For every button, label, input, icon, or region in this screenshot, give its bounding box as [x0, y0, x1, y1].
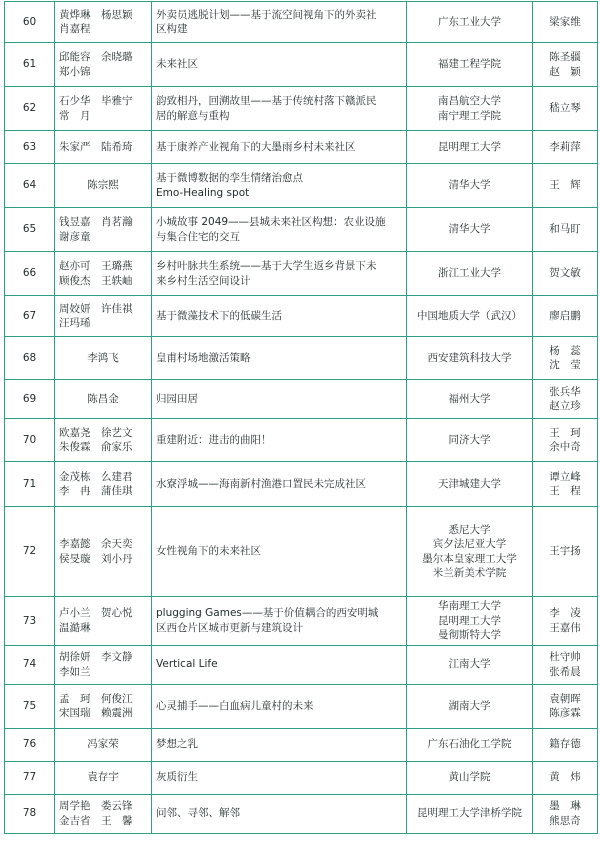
advisor-cell-line: 杜守帅: [549, 651, 581, 663]
entry-number: 60: [5, 2, 55, 43]
advisor-cell-line: 贺文敏: [549, 267, 581, 280]
school-cell-line: 西安建筑科技大学: [427, 351, 512, 364]
table-row: [5, 2, 598, 43]
authors-cell-line: 李嘉懿 余天奕: [59, 538, 133, 550]
title-cell-line: 基于微博数据的孪生情绪治愈点: [156, 172, 303, 184]
advisor-cell-line: 谭立峰: [549, 470, 581, 483]
advisor-cell: [533, 507, 598, 597]
school-cell: [407, 380, 533, 419]
title-cell: [152, 794, 407, 833]
authors-cell-line: 金吉省 王 馨: [59, 814, 133, 827]
entry-number: 74: [5, 645, 55, 684]
authors-cell-line: 金茂栋 么建君: [59, 470, 133, 483]
title-cell: [152, 87, 407, 131]
title-cell: [152, 419, 407, 462]
entry-number: 70: [5, 419, 55, 462]
school-cell: [407, 208, 533, 252]
authors-cell-line: 陈宗熙: [87, 179, 119, 192]
advisor-cell-line: 李 凌: [549, 607, 581, 620]
school-cell-line: 中国地质大学（武汉）: [417, 309, 522, 322]
school-cell: [407, 337, 533, 380]
school-cell-line: 墨尔本皇家理工大学: [422, 552, 517, 565]
title-cell: [152, 761, 407, 794]
title-cell-line: 心灵捕手——白血病儿童村的未来: [156, 699, 314, 712]
authors-cell: [55, 597, 152, 646]
authors-cell: [55, 131, 152, 164]
title-cell: [152, 296, 407, 337]
authors-cell-line: 周学艳 娄云锋: [59, 800, 133, 812]
authors-cell-line: 钱昱嘉 肖茗瀚: [59, 216, 133, 228]
school-cell: [407, 462, 533, 507]
title-cell: [152, 164, 407, 208]
entry-number: 66: [5, 252, 55, 296]
school-cell: [407, 507, 533, 597]
table-row: [5, 164, 598, 208]
advisor-cell-line: 王宇扬: [549, 545, 581, 558]
advisor-cell: [533, 87, 598, 131]
advisor-cell-line: 余中奇: [549, 441, 581, 453]
title-cell: [152, 208, 407, 252]
table-row: [5, 252, 598, 296]
table-row: [5, 131, 598, 164]
authors-cell-line: 李 冉 蒲佳琪: [59, 485, 133, 497]
title-cell-line: 重建附近：进击的曲阳！: [156, 433, 272, 446]
authors-cell: [55, 337, 152, 380]
authors-cell-line: 石少华 毕雅宁: [59, 95, 133, 107]
entry-number: 71: [5, 462, 55, 507]
table-row: [5, 419, 598, 462]
table-row: [5, 87, 598, 131]
school-cell: [407, 684, 533, 728]
school-cell-line: 南宁理工学院: [438, 109, 501, 122]
authors-cell-line: 常 月: [59, 109, 91, 122]
title-cell-line: 区构建: [156, 23, 188, 35]
advisor-cell: [533, 252, 598, 296]
title-cell: [152, 2, 407, 43]
advisor-cell-line: 王嘉伟: [549, 621, 581, 634]
table-row: [5, 507, 598, 597]
table-row: [5, 296, 598, 337]
advisor-cell-line: 张兵华: [549, 385, 581, 398]
entry-number: 61: [5, 43, 55, 87]
title-cell: [152, 131, 407, 164]
authors-cell: [55, 684, 152, 728]
title-cell-line: Emo-Healing spot: [156, 186, 250, 199]
authors-cell-line: 李鸿飞: [87, 351, 119, 364]
school-cell: [407, 761, 533, 794]
title-cell-line: plugging Games——基于价值耦合的西安明城: [156, 607, 379, 620]
advisor-cell: [533, 380, 598, 419]
authors-cell-line: 卢小兰 贺心悦: [59, 607, 133, 620]
advisor-cell-line: 袁朝晖: [549, 692, 581, 705]
title-cell: [152, 728, 407, 761]
authors-cell: [55, 507, 152, 597]
school-cell-line: 福建工程学院: [438, 58, 501, 71]
advisor-cell: [533, 164, 598, 208]
authors-cell-line: 邱能容 余晓璐: [59, 51, 133, 63]
advisor-cell-line: 赵立珍: [549, 400, 581, 412]
title-cell-line: 韵致相丹，回溯故里——基于传统村落下赣派民: [156, 95, 377, 107]
school-cell-line: 昆明理工大学津桥学院: [417, 807, 522, 820]
authors-cell-line: 朱俊霖 俞家乐: [59, 441, 133, 453]
title-cell-line: 乡村叶脉共生系统——基于大学生返乡背景下未: [156, 260, 377, 272]
school-cell: [407, 252, 533, 296]
school-cell-line: 浙江工业大学: [438, 267, 501, 280]
advisor-cell: [533, 761, 598, 794]
title-cell-line: 与集合住宅的交互: [156, 230, 240, 243]
advisor-cell-line: 籍存德: [549, 738, 581, 751]
authors-cell-line: 冯家荣: [87, 738, 119, 751]
authors-cell: [55, 43, 152, 87]
table-row: [5, 794, 598, 833]
authors-cell-line: 顾俊杰 王轶岫: [59, 274, 133, 287]
school-cell-line: 广东工业大学: [438, 15, 501, 28]
authors-cell-line: 周姣妍 许佳祺: [59, 302, 133, 315]
advisor-cell-line: 李莉萍: [549, 140, 581, 153]
school-cell: [407, 419, 533, 462]
authors-cell-line: 欧嘉尧 徐艺文: [59, 426, 133, 439]
authors-cell: [55, 380, 152, 419]
authors-cell-line: 侯旻璇 刘小丹: [59, 552, 133, 565]
authors-cell: [55, 208, 152, 252]
school-cell-line: 同济大学: [448, 433, 491, 446]
entry-number: 77: [5, 761, 55, 794]
authors-cell: [55, 164, 152, 208]
school-cell: [407, 131, 533, 164]
authors-cell: [55, 728, 152, 761]
table-row: [5, 597, 598, 646]
advisor-cell-line: 陈彦霖: [549, 707, 581, 719]
title-cell: [152, 380, 407, 419]
school-cell-line: 曼彻斯特大学: [438, 629, 501, 641]
table-row: [5, 684, 598, 728]
school-cell-line: 昆明理工大学: [438, 614, 501, 627]
advisor-cell: [533, 462, 598, 507]
authors-cell: [55, 296, 152, 337]
title-cell: [152, 337, 407, 380]
authors-cell-line: 朱家严 陆希琦: [59, 140, 133, 153]
title-cell: [152, 684, 407, 728]
school-cell-line: 华南理工大学: [438, 600, 501, 612]
advisor-cell: [533, 2, 598, 43]
title-cell-line: 居的解意与重构: [156, 109, 230, 122]
advisor-cell-line: 熊思奇: [549, 814, 581, 827]
advisor-cell-line: 杨 蕊: [549, 344, 581, 357]
title-cell-line: 来乡村生活空间设计: [156, 274, 251, 287]
advisor-cell: [533, 597, 598, 646]
title-cell: [152, 252, 407, 296]
awards-table-body: [5, 2, 598, 834]
title-cell: [152, 645, 407, 684]
title-cell-line: 基于微藻技术下的低碳生活: [156, 309, 282, 322]
authors-cell-line: 谢彦童: [59, 230, 91, 243]
advisor-cell: [533, 131, 598, 164]
school-cell: [407, 728, 533, 761]
entry-number: 73: [5, 597, 55, 646]
title-cell-line: 外卖员逃脱计划——基于流空间视角下的外卖社: [156, 8, 377, 21]
school-cell: [407, 645, 533, 684]
table-row: [5, 380, 598, 419]
authors-cell-line: 汪玛琋: [59, 317, 91, 329]
title-cell-line: 问邻、寻邻、解邻: [156, 807, 240, 820]
school-cell: [407, 296, 533, 337]
advisor-cell-line: 墨 琳: [549, 800, 581, 812]
authors-cell-line: 宋国瑞 赖震洲: [59, 707, 133, 719]
title-cell-line: 区西仓片区城市更新与建筑设计: [156, 621, 303, 634]
title-cell: [152, 597, 407, 646]
advisor-cell-line: 梁家维: [549, 15, 581, 28]
table-row: [5, 208, 598, 252]
table-row: [5, 645, 598, 684]
entry-number: 72: [5, 507, 55, 597]
school-cell: [407, 164, 533, 208]
advisor-cell-line: 嵇立琴: [549, 102, 581, 115]
entry-number: 76: [5, 728, 55, 761]
school-cell: [407, 87, 533, 131]
entry-number: 64: [5, 164, 55, 208]
title-cell-line: 归园田居: [156, 392, 198, 405]
entry-number: 62: [5, 87, 55, 131]
authors-cell-line: 郑小锦: [59, 65, 91, 78]
table-row: [5, 43, 598, 87]
authors-cell: [55, 761, 152, 794]
authors-cell-line: 黄烨琳 杨思颖: [59, 8, 133, 21]
advisor-cell: [533, 296, 598, 337]
title-cell: [152, 462, 407, 507]
school-cell-line: 天津城建大学: [438, 477, 501, 490]
authors-cell: [55, 87, 152, 131]
authors-cell-line: 胡徐妍 李文静: [59, 651, 133, 663]
advisor-cell: [533, 419, 598, 462]
advisor-cell-line: 王 程: [549, 485, 581, 497]
school-cell: [407, 794, 533, 833]
title-cell: [152, 43, 407, 87]
school-cell: [407, 597, 533, 646]
title-cell-line: 基于康养产业视角下的大墨雨乡村未来社区: [156, 140, 356, 153]
school-cell-line: 黄山学院: [448, 771, 491, 784]
advisor-cell-line: 廖启鹏: [549, 309, 581, 322]
entry-number: 78: [5, 794, 55, 833]
entry-number: 67: [5, 296, 55, 337]
entry-number: 69: [5, 380, 55, 419]
authors-cell-line: 温澔琳: [59, 621, 91, 634]
advisor-cell: [533, 645, 598, 684]
advisor-cell-line: 黄 炜: [549, 771, 581, 784]
advisor-cell-line: 王 珂: [549, 426, 581, 439]
title-cell: [152, 507, 407, 597]
advisor-cell-line: 陈圣疆: [549, 51, 581, 63]
advisor-cell: [533, 208, 598, 252]
authors-cell: [55, 645, 152, 684]
school-cell-line: 清华大学: [448, 179, 491, 192]
school-cell: [407, 2, 533, 43]
authors-cell-line: 陈昌金: [87, 392, 119, 405]
awards-table: [4, 1, 598, 834]
advisor-cell-line: 王 辉: [549, 179, 581, 192]
school-cell-line: 江南大学: [448, 658, 491, 671]
title-cell-line: 水寮浮城——海南新村渔港口置民未完成社区: [156, 477, 366, 490]
title-cell-line: 小城故事 2049——县城未来社区构想：农业设施: [156, 216, 386, 228]
title-cell-line: 未来社区: [156, 58, 198, 71]
school-cell-line: 福州大学: [448, 392, 491, 405]
school-cell-line: 昆明理工大学: [438, 140, 501, 153]
title-cell-line: 梦想之乳: [156, 738, 198, 751]
authors-cell: [55, 419, 152, 462]
authors-cell-line: 孟 珂 何俊江: [59, 692, 133, 705]
school-cell-line: 米兰新美术学院: [432, 567, 507, 579]
entry-number: 75: [5, 684, 55, 728]
advisor-cell: [533, 794, 598, 833]
advisor-cell-line: 赵 颖: [549, 65, 581, 78]
school-cell-line: 南昌航空大学: [438, 95, 501, 107]
school-cell-line: 广东石油化工学院: [427, 738, 512, 751]
authors-cell: [55, 252, 152, 296]
advisor-cell-line: 张希晨: [549, 665, 581, 678]
school-cell: [407, 43, 533, 87]
authors-cell: [55, 794, 152, 833]
entry-number: 65: [5, 208, 55, 252]
authors-cell-line: 赵亦可 王璐燕: [59, 260, 133, 272]
advisor-cell: [533, 728, 598, 761]
advisor-cell-line: 和马盯: [549, 223, 581, 236]
authors-cell-line: 李如兰: [59, 665, 91, 678]
advisor-cell-line: 沈 莹: [549, 359, 581, 371]
table-row: [5, 462, 598, 507]
school-cell-line: 清华大学: [448, 223, 491, 236]
school-cell-line: 湖南大学: [448, 699, 491, 712]
table-row: [5, 728, 598, 761]
entry-number: 63: [5, 131, 55, 164]
advisor-cell: [533, 684, 598, 728]
authors-cell-line: 袁存宇: [87, 771, 119, 784]
title-cell-line: Vertical Life: [156, 658, 218, 671]
title-cell-line: 灰质衍生: [156, 771, 198, 784]
title-cell-line: 女性视角下的未来社区: [156, 545, 261, 558]
advisor-cell: [533, 337, 598, 380]
title-cell-line: 皇甫村场地激活策略: [156, 351, 251, 364]
school-cell-line: 宾夕法尼亚大学: [432, 538, 507, 550]
authors-cell: [55, 462, 152, 507]
authors-cell: [55, 2, 152, 43]
school-cell-line: 悉尼大学: [448, 523, 491, 536]
entry-number: 68: [5, 337, 55, 380]
table-row: [5, 761, 598, 794]
advisor-cell: [533, 43, 598, 87]
authors-cell-line: 肖嘉程: [59, 23, 91, 35]
table-row: [5, 337, 598, 380]
